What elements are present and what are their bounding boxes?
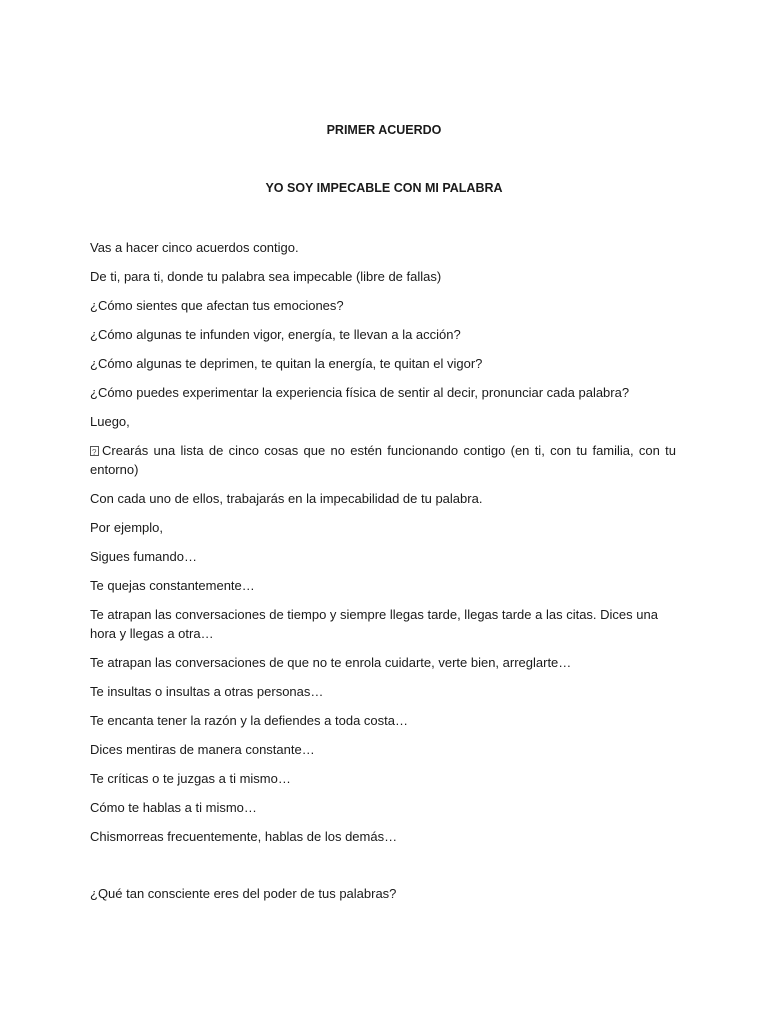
- paragraph: ¿Cómo algunas te deprimen, te quitan la energía, te quitan el vigor?: [90, 356, 483, 371]
- missing-glyph-bullet-icon: [90, 446, 99, 456]
- paragraph: Te atrapan las conversaciones de tiempo y siempre llegas tarde, llegas tarde a las citas. Dices una hora y llegas a otra…: [90, 607, 658, 641]
- paragraph: Chismorreas frecuentemente, hablas de los demás…: [90, 829, 398, 844]
- paragraph: ¿Cómo puedes experimentar la experiencia física de sentir al decir, pronunciar cada palabra?: [90, 385, 630, 400]
- paragraph: Por ejemplo,: [90, 520, 163, 535]
- paragraph: ¿Cómo sientes que afectan tus emociones?: [90, 298, 344, 313]
- closing-question: ¿Qué tan consciente eres del poder de tus palabras?: [90, 886, 397, 901]
- paragraph: Luego,: [90, 414, 130, 429]
- paragraph: Te atrapan las conversaciones de que no te enrola cuidarte, verte bien, arreglarte…: [90, 655, 572, 670]
- paragraph: Te encanta tener la razón y la defiendes a toda costa…: [90, 713, 408, 728]
- paragraph: Te quejas constantemente…: [90, 578, 255, 593]
- paragraph: ¿Cómo algunas te infunden vigor, energía, te llevan a la acción?: [90, 327, 461, 342]
- spacer: [90, 856, 676, 884]
- heading-impecable: YO SOY IMPECABLE CON MI PALABRA: [265, 181, 503, 195]
- paragraph: Vas a hacer cinco acuerdos contigo.: [90, 240, 299, 255]
- paragraph: Cómo te hablas a ti mismo…: [90, 800, 257, 815]
- paragraph: De ti, para ti, donde tu palabra sea impecable (libre de fallas): [90, 269, 442, 284]
- bullet-paragraph: [90, 441, 676, 479]
- document-body: [90, 238, 676, 913]
- bullet-text: Crearás una lista de cinco cosas que no estén funcionando contigo (en ti, con tu familia, con tu entorno): [90, 443, 676, 477]
- paragraph: Dices mentiras de manera constante…: [90, 742, 315, 757]
- paragraph: Sigues fumando…: [90, 549, 197, 564]
- paragraph: Con cada uno de ellos, trabajarás en la impecabilidad de tu palabra.: [90, 491, 483, 506]
- paragraph: Te críticas o te juzgas a ti mismo…: [90, 771, 291, 786]
- heading-primer-acuerdo: PRIMER ACUERDO: [326, 123, 442, 137]
- paragraph: Te insultas o insultas a otras personas…: [90, 684, 324, 699]
